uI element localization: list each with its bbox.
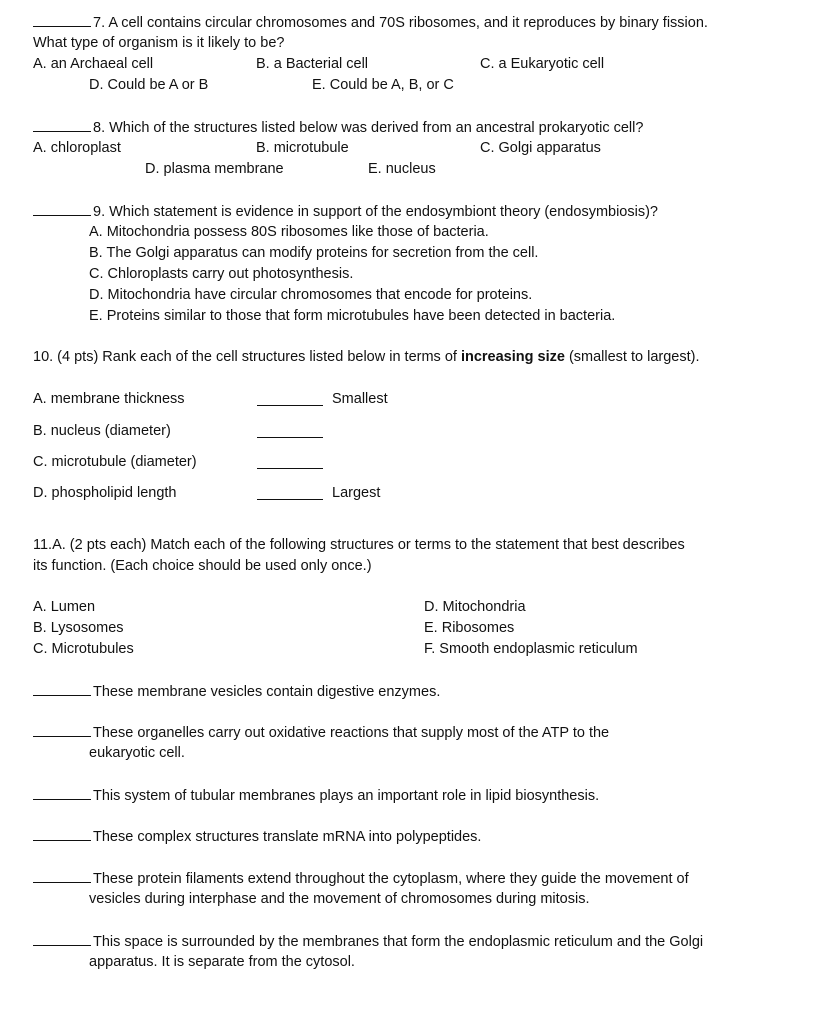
q10-stem-bold: increasing size — [460, 349, 565, 365]
q10-item-c: C. microtubule (diameter) — [33, 454, 197, 470]
q10-largest-label: Largest — [332, 485, 381, 501]
q11-answer-blank-5[interactable] — [33, 868, 91, 883]
q9-option-b: B. The Golgi apparatus can modify proteins for secretion from the cell. — [89, 245, 539, 261]
q11-statement-1-text: These membrane vesicles contain digestive enzymes. — [93, 684, 441, 700]
q9-stem: 9. Which statement is evidence in support of the endosymbiont theory (endosymbiosis)? — [93, 204, 658, 220]
q7-option-d: D. Could be A or B — [89, 77, 209, 93]
q7-line — [33, 12, 708, 33]
q8-option-a: A. chloroplast — [33, 140, 121, 156]
q7-option-e: E. Could be A, B, or C — [312, 77, 454, 93]
q11-answer-blank-3[interactable] — [33, 785, 91, 800]
q8-stem: 8. Which of the structures listed below was derived from an ancestral prokaryotic cell? — [93, 120, 644, 136]
q11-statement-3 — [33, 785, 599, 806]
q11-choice-e: E. Ribosomes — [424, 620, 515, 636]
q9-option-e: E. Proteins similar to those that form microtubules have been detected in bacteria. — [89, 308, 616, 324]
q11-choice-b: B. Lysosomes — [33, 620, 124, 636]
q9-option-a: A. Mitochondria possess 80S ribosomes like those of bacteria. — [89, 224, 489, 240]
q10-stem — [33, 347, 700, 367]
q10-stem-suffix: (smallest to largest). — [564, 349, 700, 365]
q8-option-e: E. nucleus — [368, 161, 436, 177]
q11-statement-6 — [33, 931, 703, 952]
q7-option-a: A. an Archaeal cell — [33, 56, 154, 72]
q11-choice-a: A. Lumen — [33, 599, 96, 615]
q10-item-a: A. membrane thickness — [33, 391, 185, 407]
q9-option-d: D. Mitochondria have circular chromosomes that encode for proteins. — [89, 287, 533, 303]
q11-answer-blank-6[interactable] — [33, 931, 91, 946]
q8-option-c: C. Golgi apparatus — [480, 140, 601, 156]
q7-option-c: C. a Eukaryotic cell — [480, 56, 605, 72]
q9-answer-blank[interactable] — [33, 201, 91, 216]
q10-rank-blank-1[interactable] — [257, 404, 323, 406]
q11-stem-line2: its function. (Each choice should be used only once.) — [33, 558, 372, 574]
q10-smallest-label: Smallest — [332, 391, 388, 407]
q8-option-b: B. microtubule — [256, 140, 349, 156]
q10-rank-blank-3[interactable] — [257, 467, 323, 469]
q11-answer-blank-1[interactable] — [33, 681, 91, 696]
q10-stem-prefix: 10. (4 pts) Rank each of the cell structures listed below in terms of — [33, 349, 461, 365]
q8-option-d: D. plasma membrane — [145, 161, 284, 177]
q11-statement-2-cont: eukaryotic cell. — [89, 745, 185, 761]
q11-statement-5-cont: vesicles during interphase and the movement of chromosomes during mitosis. — [89, 891, 590, 907]
q10-item-d: D. phospholipid length — [33, 485, 177, 501]
q11-choice-f: F. Smooth endoplasmic reticulum — [424, 641, 638, 657]
q11-statement-4 — [33, 826, 481, 847]
q11-answer-blank-4[interactable] — [33, 826, 91, 841]
q7-answer-blank[interactable] — [33, 12, 91, 27]
q11-statement-5 — [33, 868, 689, 889]
q10-rank-blank-2[interactable] — [257, 436, 323, 438]
q11-statement-2-text: These organelles carry out oxidative reactions that supply most of the ATP to the — [93, 725, 610, 741]
q11-answer-blank-2[interactable] — [33, 722, 91, 737]
q11-statement-6-cont: apparatus. It is separate from the cytosol. — [89, 954, 355, 970]
q11-statement-4-text: These complex structures translate mRNA into polypeptides. — [93, 829, 482, 845]
q8-answer-blank[interactable] — [33, 117, 91, 132]
q7-stem: 7. A cell contains circular chromosomes and 70S ribosomes, and it reproduces by binary fission. — [93, 15, 708, 31]
q10-rank-blank-4[interactable] — [257, 498, 323, 500]
q11-statement-6-text: This space is surrounded by the membranes that form the endoplasmic reticulum and the Golgi — [93, 934, 704, 950]
q11-stem-line1: 11.A. (2 pts each) Match each of the following structures or terms to the statement that best describes — [33, 537, 685, 553]
q7-option-b: B. a Bacterial cell — [256, 56, 369, 72]
q11-statement-1 — [33, 681, 440, 702]
q11-statement-2 — [33, 722, 609, 743]
q9-line — [33, 201, 658, 222]
q10-item-b: B. nucleus (diameter) — [33, 423, 171, 439]
q8-line — [33, 117, 643, 138]
q11-statement-5-text: These protein filaments extend throughout the cytoplasm, where they guide the movement of — [93, 871, 689, 887]
q11-choice-d: D. Mitochondria — [424, 599, 526, 615]
q9-option-c: C. Chloroplasts carry out photosynthesis. — [89, 266, 354, 282]
q11-choice-c: C. Microtubules — [33, 641, 134, 657]
q11-statement-3-text: This system of tubular membranes plays an important role in lipid biosynthesis. — [93, 788, 600, 804]
q7-stem-cont: What type of organism is it likely to be? — [33, 35, 285, 51]
